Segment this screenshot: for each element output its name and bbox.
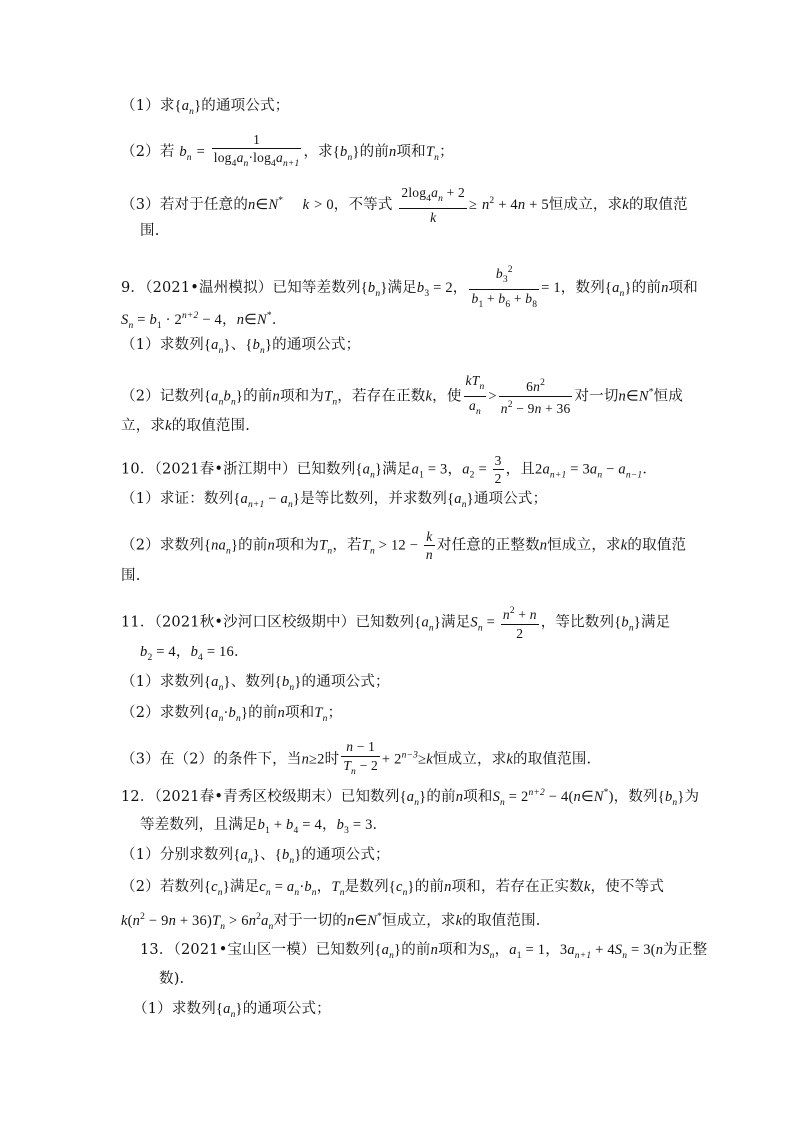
problem-10-stem: 10．（2021春•浙江期中）已知数列$\{a_n\}$满足$a_1 = 3$，$a_2$ = $\frac{3}{2}$ ，且$2a_{n+1} = 3a_n - a_{n-1}$． bbox=[121, 453, 658, 486]
problem-11-stem-cont: $b_2 = 4$，$b_4 = 16$． bbox=[140, 644, 249, 663]
problem-8-part-3-cont: 围. bbox=[140, 223, 160, 239]
problem-9-part-2: （2）记数列$\{a_nb_n\}$的前n项和为$T_n$，若存在正数k，使 $\frac{kT_n}{a_n}$ > $\frac{6n^2}{n^2 - 9n + 36}$ 对一切n∈N*恒成 bbox=[121, 373, 684, 417]
problem-13-part-1: （1）求数列$\{a_n\}$的通项公式； bbox=[133, 1001, 331, 1020]
problem-12-stem: 12．（2021春•青秀区校级期末）已知数列$\{a_n\}$的前n项和$S_n = 2^{n+2}$ − 4(n∈N*)，数列$\{b_n\}$为 bbox=[121, 788, 700, 808]
problem-11-part-3: （3）在（2）的条件下，当n≥2时 $\frac{n - 1}{T_n - 2}$ + $2^{n-3}\ge k$恒成立，求k的取值范围. bbox=[121, 739, 592, 777]
problem-10-part-1: （1）求证：数列$\{a_{n+1} - a_n\}$是等比数列，并求数列$\{a_n\}$通项公式； bbox=[121, 491, 548, 510]
problem-12-part-1: （1）分别求数列$\{a_n\}$、$\{b_n\}$的通项公式； bbox=[121, 847, 390, 866]
problem-13-stem-cont: 数). bbox=[159, 971, 185, 987]
problem-10-part-2: （2）求数列$\{na_n\}$的前n项和为$T_n$，若$T_n > 12$ − $\frac{k}{n}$ 对任意的正整数n恒成立，求k的取值范 bbox=[121, 529, 687, 562]
problem-11-stem: 11．（2021秋•沙河口区校级期中）已知数列$\{a_n\}$满足$S_n$ = $\frac{n^2 + n}{2}$ ，等比数列$\{b_n\}$满足 bbox=[121, 603, 670, 642]
problem-13-stem: 13．（2021•宝山区一模）已知数列$\{a_n\}$的前n项和为$S_n$，$a_1 = 1$，$3a_{n+1} + 4S_n = 3(n$为正整 bbox=[140, 942, 708, 961]
problem-12-stem-cont: 等差数列，且满足$b_1 + b_4 = 4$，$b_3 = 3$． bbox=[140, 817, 388, 836]
problem-8-part-1: （1）求$\{a_n\}$的通项公式； bbox=[121, 98, 290, 117]
problem-12-part-2-cont: $k(n^2 - 9n + 36)T_n > 6n^2a_n$对于一切的n∈N*恒成立，求k的取值范围. bbox=[121, 912, 541, 932]
problem-8-part-2: （2）若 $b_n$ = $\frac{1}{\log_4a_n\cdot\log_4a_{n+1}}$ ，求$\{b_n\}$的前n项和$T_n$； bbox=[121, 132, 454, 169]
problem-9-part-1: （1）求数列$\{a_n\}$、$\{b_n\}$的通项公式； bbox=[121, 337, 361, 356]
problem-9-stem-cont: $S_n = b_1 \cdot 2^{n+2} - 4$，n∈N*． bbox=[121, 311, 287, 331]
problem-10-part-2-cont: 围. bbox=[121, 568, 141, 584]
problem-8-part-3: （3）若对于任意的n∈N* k > 0，不等式 $\frac{2\log_4a_n + 2}{k}$ ≥ $n^2 + 4n + 5$恒成立，求k的取值范 bbox=[121, 185, 688, 225]
problem-12-part-2: （2）若数列$\{c_n\}$满足$c_n = a_n\cdot b_n$，$T_n$是数列$\{c_n\}$的前n项和，若存在正实数k，使不等式 bbox=[121, 879, 665, 898]
problem-9-part-2-cont: 立，求k的取值范围. bbox=[121, 418, 251, 434]
problem-11-part-2: （2）求数列$\{a_n\cdot b_n\}$的前n项和$T_n$； bbox=[121, 705, 343, 724]
problem-11-part-1: （1）求数列$\{a_n\}$、数列$\{b_n\}$的通项公式； bbox=[121, 674, 390, 693]
problem-9-stem: 9．（2021•温州模拟）已知等差数列$\{b_n\}$满足$b_3 = 2$， $\frac{b_3^2}{b_1 + b_6 + b_8}$ = 1，数列$\{a_n\}$的前n项和 bbox=[121, 262, 698, 314]
